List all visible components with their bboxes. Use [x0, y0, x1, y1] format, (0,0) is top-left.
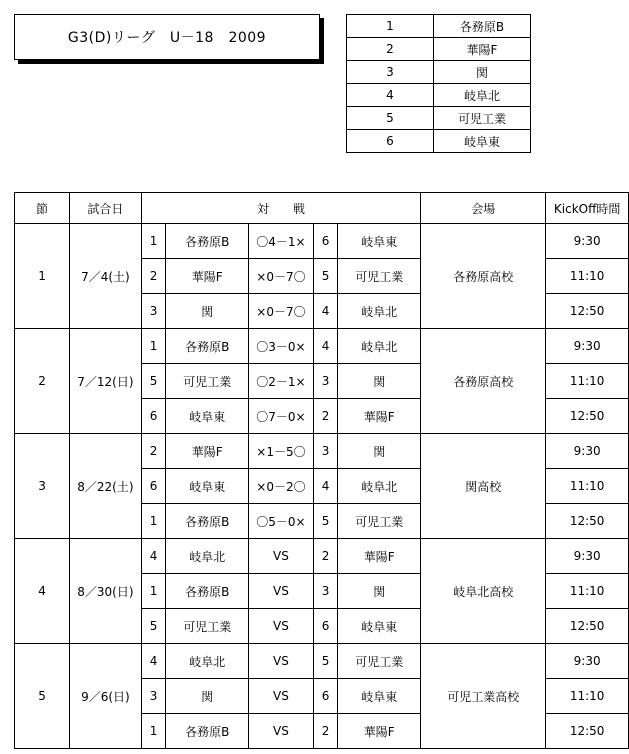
home-team-number: 1: [141, 224, 166, 259]
team-row: [347, 15, 531, 38]
home-team: 各務原B: [166, 224, 249, 259]
match-score: VS: [249, 574, 314, 609]
home-team-number: 2: [141, 259, 166, 294]
home-team-number: 1: [141, 714, 166, 749]
home-team-number: 5: [141, 609, 166, 644]
venue: 関高校: [421, 434, 546, 539]
team-number: 5: [347, 107, 434, 130]
away-team-number: 6: [313, 679, 338, 714]
venue: 各務原高校: [421, 329, 546, 434]
round-number: 3: [15, 434, 70, 539]
kickoff-time: 12:50: [546, 609, 629, 644]
kickoff-time: 11:10: [546, 469, 629, 504]
kickoff-time: 11:10: [546, 259, 629, 294]
header-date: 試合日: [70, 193, 142, 224]
title-box: [14, 14, 320, 60]
match-row: [15, 644, 629, 679]
home-team: 岐阜北: [166, 539, 249, 574]
home-team: 各務原B: [166, 329, 249, 364]
header-match: 対 戦: [141, 193, 420, 224]
match-row: [15, 329, 629, 364]
venue: 岐阜北高校: [421, 539, 546, 644]
away-team: 華陽F: [338, 714, 421, 749]
venue: 各務原高校: [421, 224, 546, 329]
round-number: 5: [15, 644, 70, 749]
team-row: [347, 38, 531, 61]
home-team: 関: [166, 294, 249, 329]
round-number: 4: [15, 539, 70, 644]
venue: 可児工業高校: [421, 644, 546, 749]
team-list-table: [346, 14, 531, 153]
away-team-number: 4: [313, 329, 338, 364]
match-score: 〇4－1×: [249, 224, 314, 259]
home-team-number: 6: [141, 399, 166, 434]
team-name: 華陽F: [434, 38, 531, 61]
team-name: 岐阜東: [434, 130, 531, 153]
match-date: 7／12(日): [70, 329, 142, 434]
away-team: 岐阜東: [338, 609, 421, 644]
team-number: 4: [347, 84, 434, 107]
home-team-number: 3: [141, 679, 166, 714]
away-team-number: 6: [313, 224, 338, 259]
away-team: 関: [338, 364, 421, 399]
home-team-number: 6: [141, 469, 166, 504]
team-row: [347, 61, 531, 84]
team-name: 関: [434, 61, 531, 84]
team-row: [347, 130, 531, 153]
kickoff-time: 9:30: [546, 329, 629, 364]
away-team: 可児工業: [338, 504, 421, 539]
away-team-number: 2: [313, 399, 338, 434]
home-team: 可児工業: [166, 364, 249, 399]
match-score: VS: [249, 539, 314, 574]
round-number: 2: [15, 329, 70, 434]
home-team-number: 3: [141, 294, 166, 329]
away-team-number: 4: [313, 469, 338, 504]
home-team: 華陽F: [166, 434, 249, 469]
home-team-number: 1: [141, 329, 166, 364]
team-name: 各務原B: [434, 15, 531, 38]
match-date: 7／4(土): [70, 224, 142, 329]
round-number: 1: [15, 224, 70, 329]
schedule-table: [14, 192, 629, 749]
kickoff-time: 9:30: [546, 434, 629, 469]
home-team: 岐阜東: [166, 399, 249, 434]
away-team-number: 6: [313, 609, 338, 644]
home-team-number: 1: [141, 574, 166, 609]
match-score: ×1－5〇: [249, 434, 314, 469]
header-row: [15, 193, 629, 224]
away-team: 華陽F: [338, 539, 421, 574]
kickoff-time: 12:50: [546, 294, 629, 329]
home-team-number: 2: [141, 434, 166, 469]
home-team: 華陽F: [166, 259, 249, 294]
match-score: ×0－7〇: [249, 294, 314, 329]
match-score: 〇5－0×: [249, 504, 314, 539]
kickoff-time: 9:30: [546, 539, 629, 574]
team-name: 可児工業: [434, 107, 531, 130]
kickoff-time: 9:30: [546, 644, 629, 679]
match-row: [15, 224, 629, 259]
header-kickoff: KickOff時間: [546, 193, 629, 224]
team-row: [347, 84, 531, 107]
away-team-number: 3: [313, 574, 338, 609]
away-team: 可児工業: [338, 259, 421, 294]
team-name: 岐阜北: [434, 84, 531, 107]
away-team: 岐阜東: [338, 679, 421, 714]
home-team-number: 1: [141, 504, 166, 539]
home-team: 各務原B: [166, 504, 249, 539]
away-team-number: 5: [313, 644, 338, 679]
away-team-number: 5: [313, 259, 338, 294]
away-team-number: 2: [313, 714, 338, 749]
home-team: 各務原B: [166, 714, 249, 749]
match-date: 9／6(日): [70, 644, 142, 749]
team-number: 2: [347, 38, 434, 61]
away-team: 可児工業: [338, 644, 421, 679]
header-venue: 会場: [421, 193, 546, 224]
match-score: 〇3－0×: [249, 329, 314, 364]
home-team: 岐阜東: [166, 469, 249, 504]
away-team-number: 2: [313, 539, 338, 574]
home-team-number: 5: [141, 364, 166, 399]
match-score: VS: [249, 609, 314, 644]
kickoff-time: 11:10: [546, 364, 629, 399]
match-score: 〇2－1×: [249, 364, 314, 399]
team-number: 1: [347, 15, 434, 38]
home-team-number: 4: [141, 539, 166, 574]
match-score: VS: [249, 714, 314, 749]
match-row: [15, 434, 629, 469]
kickoff-time: 11:10: [546, 574, 629, 609]
away-team: 岐阜北: [338, 469, 421, 504]
away-team-number: 3: [313, 364, 338, 399]
header-round: 節: [15, 193, 70, 224]
away-team: 関: [338, 574, 421, 609]
team-number: 6: [347, 130, 434, 153]
away-team: 岐阜北: [338, 329, 421, 364]
match-row: [15, 539, 629, 574]
home-team: 関: [166, 679, 249, 714]
match-score: VS: [249, 679, 314, 714]
match-date: 8／30(日): [70, 539, 142, 644]
page-title: G3(D)リーグ U－18 2009: [67, 30, 267, 46]
away-team-number: 4: [313, 294, 338, 329]
away-team: 岐阜北: [338, 294, 421, 329]
away-team-number: 3: [313, 434, 338, 469]
team-number: 3: [347, 61, 434, 84]
kickoff-time: 12:50: [546, 714, 629, 749]
kickoff-time: 11:10: [546, 679, 629, 714]
match-score: VS: [249, 644, 314, 679]
match-score: ×0－7〇: [249, 259, 314, 294]
home-team: 可児工業: [166, 609, 249, 644]
match-date: 8／22(土): [70, 434, 142, 539]
kickoff-time: 9:30: [546, 224, 629, 259]
away-team: 岐阜東: [338, 224, 421, 259]
kickoff-time: 12:50: [546, 399, 629, 434]
home-team: 岐阜北: [166, 644, 249, 679]
away-team: 関: [338, 434, 421, 469]
kickoff-time: 12:50: [546, 504, 629, 539]
away-team-number: 5: [313, 504, 338, 539]
team-row: [347, 107, 531, 130]
home-team: 各務原B: [166, 574, 249, 609]
match-score: 〇7－0×: [249, 399, 314, 434]
match-score: ×0－2〇: [249, 469, 314, 504]
home-team-number: 4: [141, 644, 166, 679]
away-team: 華陽F: [338, 399, 421, 434]
